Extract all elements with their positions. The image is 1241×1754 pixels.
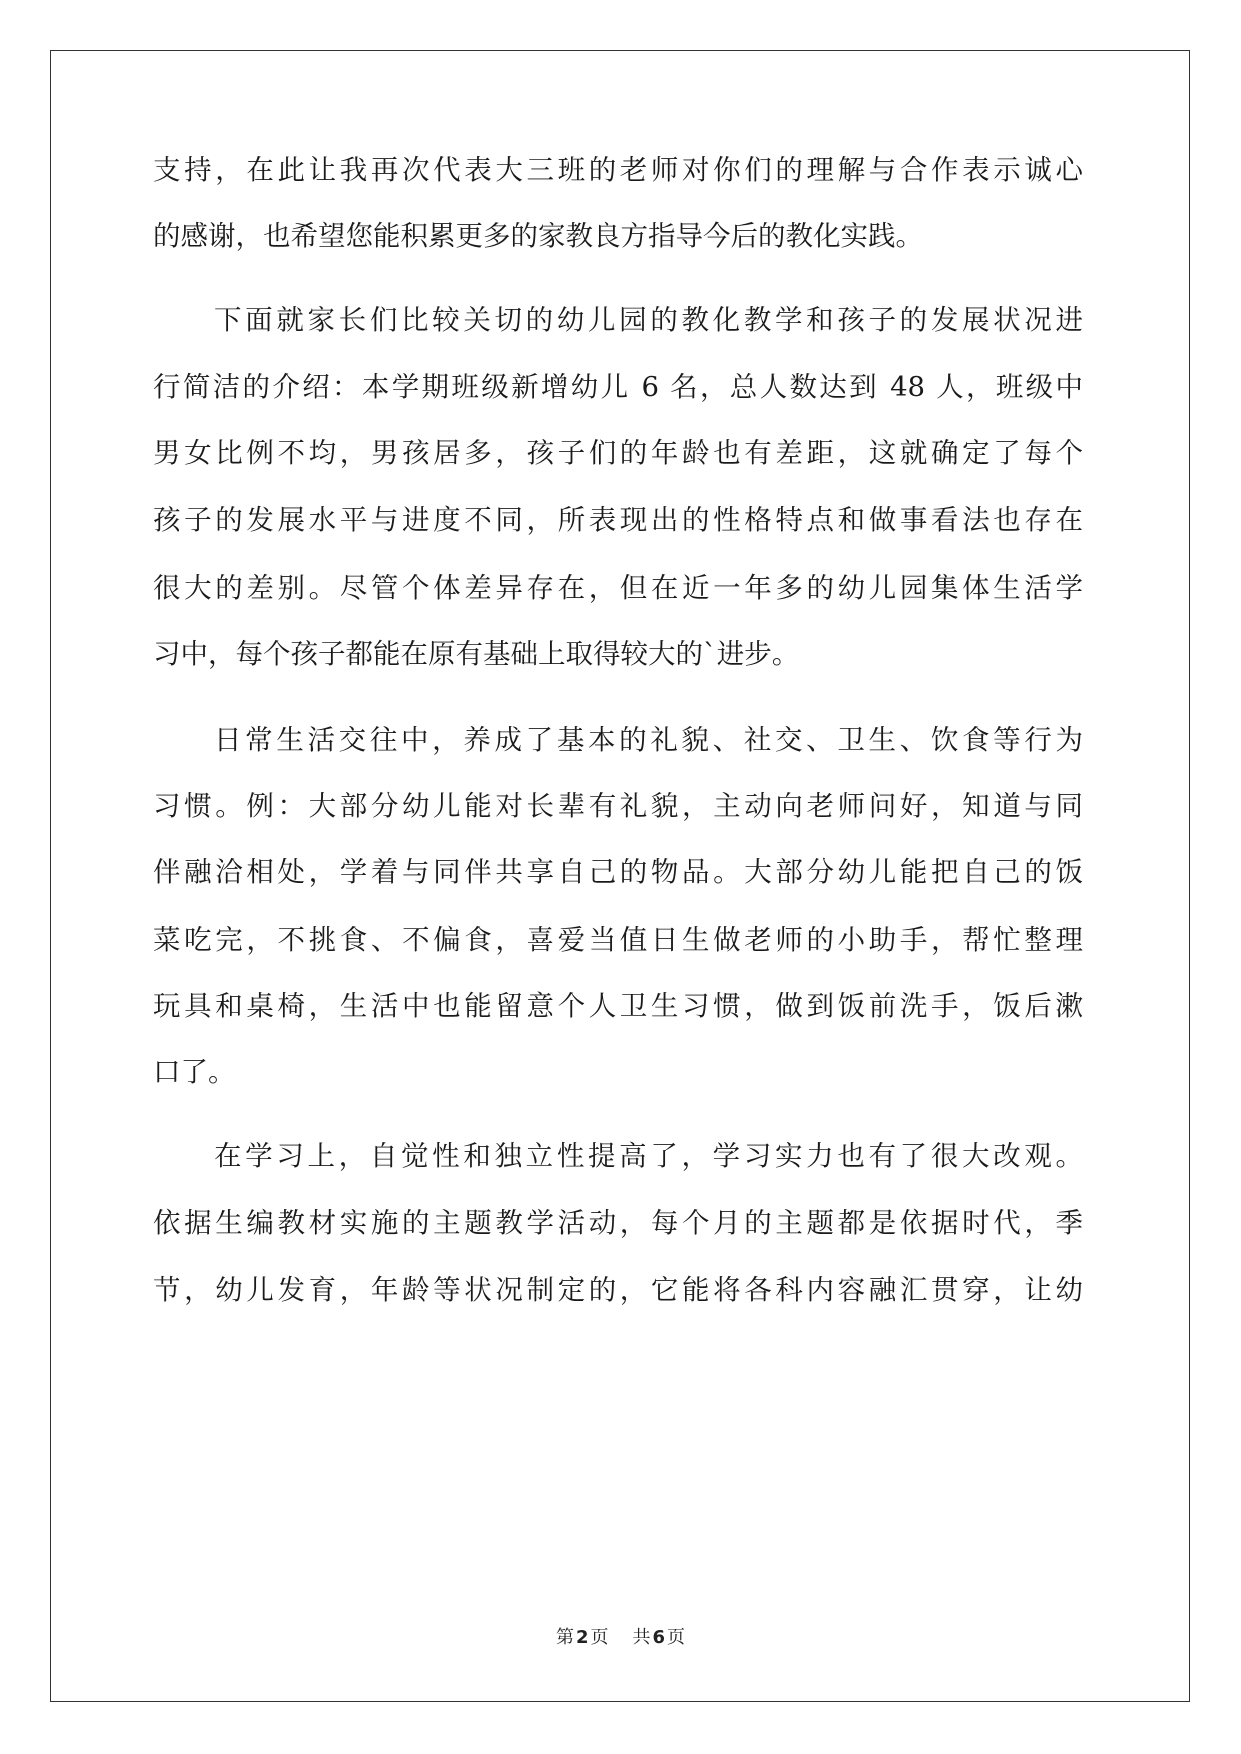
page-suffix: 页 (590, 1627, 609, 1648)
text-line: 节，幼儿发育，年龄等状况制定的，它能将各科内容融汇贯穿，让幼 (153, 1274, 1083, 1306)
text-line: 玩具和桌椅，生活中也能留意个人卫生习惯，做到饭前洗手，饭后漱 (153, 990, 1083, 1022)
text-line: 下面就家长们比较关切的幼儿园的教化教学和孩子的发展状况进 (214, 304, 1083, 336)
text-line: 口了。 (153, 1056, 236, 1088)
text-line: 男女比例不均，男孩居多，孩子们的年龄也有差距，这就确定了每个 (153, 437, 1083, 469)
text-line: 很大的差别。尽管个体差异存在，但在近一年多的幼儿园集体生活学 (153, 572, 1083, 604)
text-line: 在学习上，自觉性和独立性提高了，学习实力也有了很大改观。 (214, 1140, 1083, 1172)
text-line: 菜吃完，不挑食、不偏食，喜爱当值日生做老师的小助手，帮忙整理 (153, 924, 1083, 956)
text-line: 习中，每个孩子都能在原有基础上取得较大的`进步。 (153, 638, 800, 670)
text-line: 依据生编教材实施的主题教学活动，每个月的主题都是依据时代，季 (153, 1207, 1083, 1239)
text-line: 伴融洽相处，学着与同伴共享自己的物品。大部分幼儿能把自己的饭 (153, 856, 1083, 888)
text-line: 行简洁的介绍：本学期班级新增幼儿 6 名，总人数达到 48 人，班级中 (153, 371, 1083, 403)
total-pages: 6 (652, 1627, 666, 1648)
text-line: 孩子的发展水平与进度不同，所表现出的性格特点和做事看法也存在 (153, 504, 1083, 536)
page-footer (0, 1626, 1241, 1650)
text-line: 支持，在此让我再次代表大三班的老师对你们的理解与合作表示诚心 (153, 154, 1083, 186)
page-prefix: 第 (555, 1627, 574, 1648)
text-line: 的感谢，也希望您能积累更多的家教良方指导今后的教化实践。 (153, 220, 923, 252)
text-line: 日常生活交往中，养成了基本的礼貌、社交、卫生、饮食等行为 (214, 724, 1083, 756)
total-suffix: 页 (667, 1627, 686, 1648)
page-number: 2 (575, 1627, 589, 1648)
text-line: 习惯。例：大部分幼儿能对长辈有礼貌，主动向老师问好，知道与同 (153, 790, 1083, 822)
total-prefix: 共 (632, 1627, 651, 1648)
